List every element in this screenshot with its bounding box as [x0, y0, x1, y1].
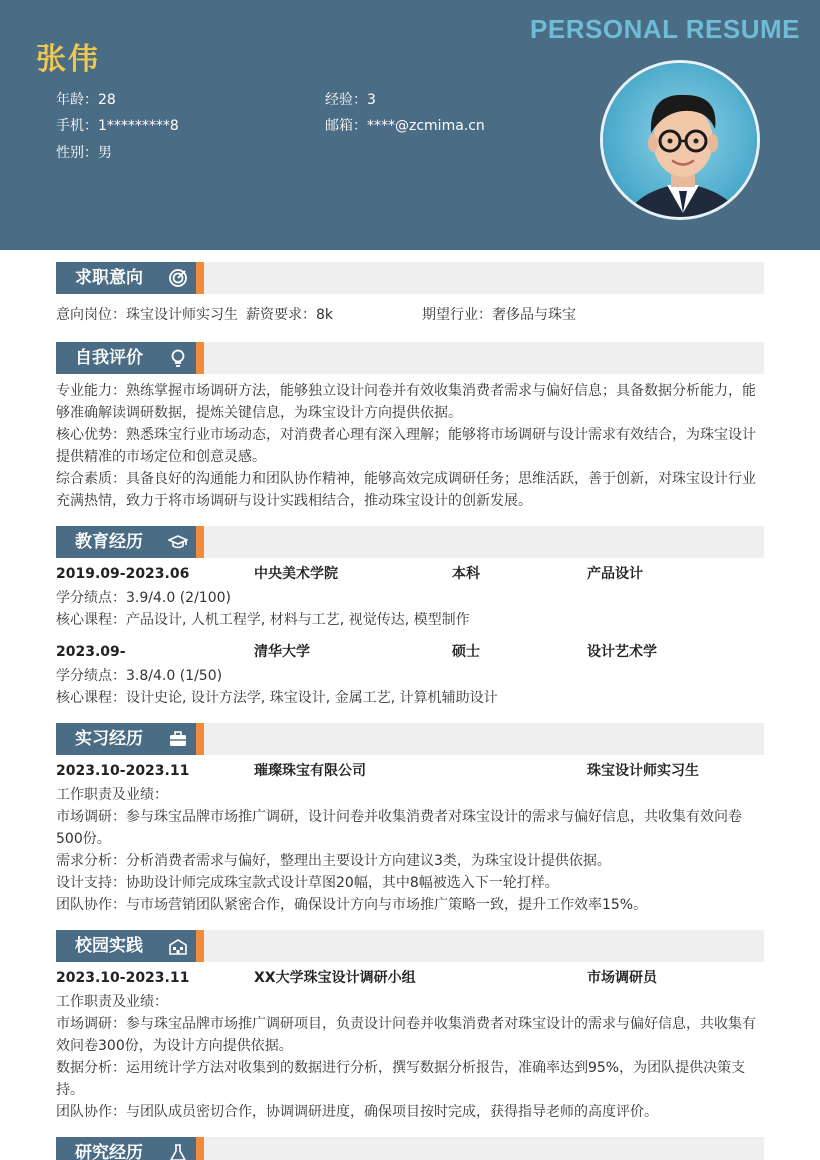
self-eval-quality: 综合素质：具备良好的沟通能力和团队协作精神，能够高效完成调研任务；思维活跃，善于创新，对珠宝设计行业充满热情，致力于将市场调研与设计实践相结合，推动珠宝设计的创新发展。: [56, 471, 756, 509]
section-title: 研究经历: [56, 1137, 196, 1160]
edu-major: 产品设计: [587, 566, 643, 582]
campus-org: XX大学珠宝设计调研小组: [254, 970, 416, 986]
section-accent: [196, 1137, 204, 1160]
section-title: 自我评价: [56, 342, 196, 374]
age-field: 年龄：28: [56, 92, 116, 108]
gender-field: 性别：男: [56, 145, 112, 161]
intern-role: 珠宝设计师实习生: [587, 763, 699, 779]
section-header-self: [56, 342, 764, 374]
intern-date: 2023.10-2023.11: [56, 763, 190, 779]
resume-title: PERSONAL RESUME: [530, 14, 800, 44]
section-accent: [196, 262, 204, 294]
email-field: 邮箱：****@zcmima.cn: [325, 118, 485, 134]
campus-date: 2023.10-2023.11: [56, 970, 190, 986]
section-header-research: [56, 1137, 764, 1160]
intent-salary: 薪资要求：8k: [246, 307, 334, 323]
flask-icon: [168, 1143, 188, 1160]
lightbulb-icon: [168, 348, 188, 368]
campus-duty-line: 市场调研：参与珠宝品牌市场推广调研项目，负责设计问卷并收集消费者对珠宝设计的需求与偏好信息，共收集有效问卷300份，为设计方向提供依据。: [56, 1016, 756, 1054]
intern-duty-line: 需求分析：分析消费者需求与偏好，整理出主要设计方向建议3类，为珠宝设计提供依据。: [56, 853, 611, 869]
self-eval-skill: 专业能力：熟练掌握市场调研方法，能够独立设计问卷并有效收集消费者需求与偏好信息；具备数据分析能力，能够准确解读调研数据，提炼关键信息，为珠宝设计方向提供依据。: [56, 383, 756, 421]
section-accent: [196, 723, 204, 755]
campus-duty-line: 团队协作：与团队成员密切合作，协调调研进度，确保项目按时完成，获得指导老师的高度评价。: [56, 1104, 658, 1120]
section-title: 求职意向: [56, 262, 196, 294]
section-header-internship: [56, 723, 764, 755]
candidate-name: 张伟: [36, 42, 100, 77]
campus-duty-label: 工作职责及业绩：: [56, 994, 168, 1010]
briefcase-icon: [168, 729, 188, 749]
intent-industry: 期望行业：奢侈品与珠宝: [422, 307, 576, 323]
edu-school: 中央美术学院: [254, 566, 338, 582]
intern-company: 璀璨珠宝有限公司: [254, 763, 366, 779]
edu-courses: 核心课程：设计史论, 设计方法学, 珠宝设计, 金属工艺, 计算机辅助设计: [56, 690, 498, 706]
section-header-intent: [56, 262, 764, 294]
section-accent: [196, 342, 204, 374]
graduation-cap-icon: [168, 532, 188, 552]
intern-duty-line: 市场调研：参与珠宝品牌市场推广调研，设计问卷并收集消费者对珠宝设计的需求与偏好信息，共收集有效问卷500份。: [56, 809, 742, 847]
edu-school: 清华大学: [254, 644, 310, 660]
experience-field: 经验：3: [325, 92, 376, 108]
self-eval-strength: 核心优势：熟悉珠宝行业市场动态，对消费者心理有深入理解；能够将市场调研与设计需求有效结合，为珠宝设计提供精准的市场定位和创意灵感。: [56, 427, 756, 465]
section-header-education: [56, 526, 764, 558]
section-accent: [196, 930, 204, 962]
edu-gpa: 学分绩点：3.8/4.0 (1/50): [56, 668, 223, 684]
edu-degree: 本科: [452, 566, 480, 582]
target-icon: [168, 268, 188, 288]
phone-field: 手机：1*********8: [56, 118, 179, 134]
section-header-campus: [56, 930, 764, 962]
edu-date: 2019.09-2023.06: [56, 566, 190, 582]
intern-duty-label: 工作职责及业绩：: [56, 787, 168, 803]
resume-header: [0, 0, 820, 250]
intern-duty-line: 设计支持：协助设计师完成珠宝款式设计草图20幅，其中8幅被选入下一轮打样。: [56, 875, 559, 891]
intent-position: 意向岗位：珠宝设计师实习生: [56, 307, 238, 323]
avatar: [600, 60, 760, 220]
section-title: 校园实践: [56, 930, 196, 962]
edu-major: 设计艺术学: [587, 644, 657, 660]
edu-date: 2023.09-: [56, 644, 126, 660]
campus-building-icon: [168, 936, 188, 956]
edu-gpa: 学分绩点：3.9/4.0 (2/100): [56, 590, 231, 606]
edu-degree: 硕士: [452, 644, 480, 660]
section-title: 教育经历: [56, 526, 196, 558]
intern-duty-line: 团队协作：与市场营销团队紧密合作，确保设计方向与市场推广策略一致，提升工作效率15%。: [56, 897, 648, 913]
campus-role: 市场调研员: [587, 970, 657, 986]
edu-courses: 核心课程：产品设计, 人机工程学, 材料与工艺, 视觉传达, 模型制作: [56, 612, 470, 628]
section-title: 实习经历: [56, 723, 196, 755]
section-accent: [196, 526, 204, 558]
campus-duty-line: 数据分析：运用统计学方法对收集到的数据进行分析，撰写数据分析报告，准确率达到95%，为团队提供决策支持。: [56, 1060, 746, 1098]
portrait-image: [603, 63, 760, 220]
